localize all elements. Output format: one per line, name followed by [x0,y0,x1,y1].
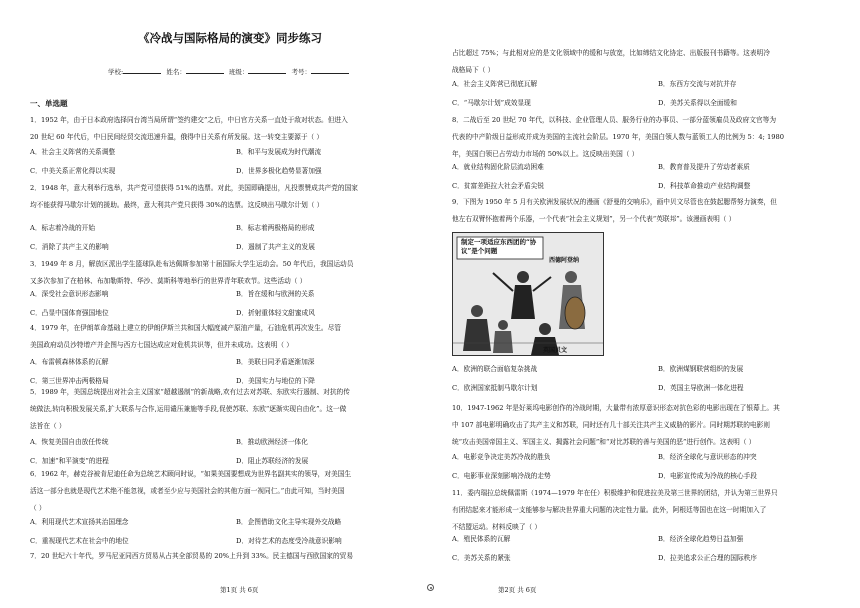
question-stem-line: 20 世纪 60 年代后，中日民间经贸交流迅速升温，俄得中日关系有所发展。这一转变主要源于（ ） [30,133,324,141]
answer-option[interactable]: D．美国实力与地位的下降 [236,376,315,385]
question-stem-line: 活这一部分也就是现代艺术绝不能忽视，或者至少应与美国社会的其他方面一视同仁。”由此可知，当时美国 [30,487,345,495]
answer-option[interactable]: A．恢复美国自由放任传统 [30,438,109,446]
answer-option[interactable]: D．遏制了共产主义的发展 [236,242,315,251]
question-stem-line: 他左右双臂怀抱着两个乐器，一个代表“社会主义规划”，另一个代表“英联邦”。该漫画表明（ ） [452,215,736,223]
answer-option[interactable]: B．欧洲煤钢联营组织的发展 [658,365,744,373]
answer-option[interactable]: C．美苏关系的紧张 [452,553,511,562]
question-stem-line: 美国政府动员沙特增产并企图与西方七国达成应对危机共识等，但并未成功。这表明（ ） [30,341,293,349]
answer-option[interactable]: D．电影宣传成为冷战的核心手段 [658,471,757,480]
answer-option[interactable]: B．教育普及提升了劳动者素质 [658,163,750,171]
answer-option[interactable]: D．对待艺术的态度受冷战意识影响 [236,536,342,545]
answer-option[interactable]: B．经济全球化趋势日益加强 [658,535,744,543]
binding-hole-icon [427,584,434,591]
question-stem-line: 占比超过 75%；与此相对应的是文化领域中的缓和与放宽，比如缔结文化协定、出版报刊书籍等。这表明冷 [452,49,770,57]
page-number-left: 第1页 共 6页 [220,586,259,594]
question-stem-line: 中 107 部电影明确攻击了共产主义和苏联，同时还有几十部关注共产主义威胁的影片。同时期苏联的电影则 [452,421,770,429]
answer-option[interactable]: A．电影竞争决定美苏冷战的胜负 [452,453,551,461]
answer-option[interactable]: D．拉美追求公正合理的国际秩序 [658,553,757,562]
cartoon-label-bevin: 英国贝文 [543,347,568,354]
question-stem-line: 7．20 世纪六十年代，罗马尼亚同西方贸易从占其全部贸易的 20%上升到 33%。民主德国与西欧国家的贸易 [30,552,354,560]
class-label: 班级： [228,68,249,76]
name-blank [186,66,224,74]
school-label: 学校: [108,68,124,76]
cartoon-caption: 制定一项适应东西团的“协议”是个问题 [461,238,537,255]
answer-option[interactable]: A．标志着冷战的开始 [30,224,96,232]
answer-option[interactable]: A．利用现代艺术宣扬其治国理念 [30,518,129,526]
answer-option[interactable]: A．社会主义阵营已彻底瓦解 [452,80,538,88]
answer-option[interactable]: C．重视现代艺术在社会中的地位 [30,536,129,545]
answer-option[interactable]: C．欧洲国家抵制马歇尔计划 [452,383,538,392]
answer-option[interactable]: D．阻止苏联经济的发展 [236,456,309,465]
question-stem-line: 8．二战后至 20 世纪 70 年代，以科技、企业管理人员、服务行业的办事员、一部分蓝领雇员及政府文官等为 [452,116,777,124]
answer-option[interactable]: D．折射重体轻文甜蜜成风 [236,308,315,317]
section-heading: 一、单选题 [30,99,68,108]
answer-option[interactable]: B．企图借助文化主导实现外交战略 [236,518,342,526]
answer-option[interactable]: A．欧洲的联合面临复杂挑战 [452,365,538,373]
answer-option[interactable]: D．世界多极化趋势显著加强 [236,166,322,175]
question-stem-line: 统做法,转向积极发展关系,扩大联系与合作,运用谴压兼施等手段,促使苏联、东欧“逐渐实现自由化”。这一做 [30,405,347,413]
answer-option[interactable]: D．科技革命推动产业结构调整 [658,181,751,190]
question-stem-line: 3．1949 年 8 月，解放区派出学生篮球队赴布达佩斯参加第十届国际大学生运动会。50 年代后，我国运动员 [30,260,354,268]
answer-option[interactable]: A．深受社会意识形态影响 [30,290,109,298]
exam-number-blank [311,66,349,74]
answer-option[interactable]: B．推动欧洲经济一体化 [236,438,308,446]
answer-option[interactable]: A．布雷顿森林体系的瓦解 [30,358,109,366]
exam-number-label: 考号： [291,68,311,76]
answer-option[interactable]: C．加速“和平演变”的进程 [30,456,109,465]
answer-option[interactable]: C．贫富差距拉大社会矛盾尖锐 [452,181,545,190]
question-stem-line: 5．1989 年，美国总统提出对社会主义国家“超越遏制”的新战略,欢有过去对苏联、东欧实行遏制、对抗的传 [30,388,350,396]
answer-option[interactable]: B．旨在缓和与欧洲的关系 [236,290,315,298]
answer-option[interactable]: B．和平与发展成为时代潮流 [236,148,322,156]
answer-option[interactable]: C．中美关系正常化得以实现 [30,166,116,175]
question-stem-line: 均不能获得马歇尔计划的援助。最终，意大利共产党只获得 30%的选票。这反映出马歇尔计划（ ） [30,201,324,209]
question-stem-line: 又多次参加了在柏林、布加勒斯特、华沙、莫斯科等地举行的世界青年联欢节。这些活动（ ） [30,277,307,285]
left-page [30,0,430,608]
answer-option[interactable]: B．经济全球化与意识形态的冲突 [658,453,757,461]
question-stem-line: 9．下图为 1950 年 5 月有关欧洲发展状况的漫画《舒曼的交响乐》，画中贝文尽管也在鼓起腮帮努力演奏，但 [452,198,777,206]
question-stem-line: 年，美国白领已占劳动力市场的 50%以上。这反映出美国（ ） [452,150,639,158]
right-page [452,0,852,608]
page-number-right: 第2页 共 6页 [498,586,537,594]
answer-option[interactable]: B．美联日同矛盾逐渐加深 [236,358,315,366]
question-stem-line: 11．委内瑞拉总统佩雷斯（1974—1979 年在任）积极维护和促进拉美及第三世界的团结，并认为第三世界只 [452,489,778,497]
answer-option[interactable]: C．凸显中国体育强国地位 [30,308,109,317]
answer-option[interactable]: A．殖民体系的瓦解 [452,535,511,543]
question-stem-line: 有团结起来才能形成一支能够参与解决世界重大问题的决定性力量。此外，阿根廷等国也在这一时期加入了 [452,506,767,514]
question-stem-line: （ ） [30,504,46,512]
name-label: 姓名： [166,68,186,76]
question-stem-line: 代表的中产阶级日益形成并成为美国的主流社会阶层。1970 年，美国白领人数与蓝领工人的比例为 5：4; 1980 [452,133,785,141]
answer-option[interactable]: C．“马歇尔计划”成效显现 [452,98,531,107]
answer-option[interactable]: C．电影事业深刻影响冷战的走势 [452,471,551,480]
class-blank [248,66,286,74]
answer-option[interactable]: A．社会主义阵营的关系调整 [30,148,116,156]
question-stem-line: 法旨在（ ） [30,422,66,430]
question-stem-line: 10．1947-1962 年是好莱坞电影创作的冷战时期，大量带有浓厚意识形态对抗色彩的电影出现在了银幕上。其 [452,404,780,412]
answer-option[interactable]: A．就业结构固化阶层流动困难 [452,163,544,171]
question-stem-line: 6．1962 年，赫克谷被肯尼迪任命为总统艺术顾问时说，“如果美国要想成为世界名副其实的领导，对美国生 [30,470,352,478]
school-blank [123,66,161,74]
question-stem-line: 战格局下（ ） [452,66,495,74]
page-title: 《冷战与国际格局的演变》同步练习 [138,31,322,45]
question-stem-line: 不结盟运动。材料反映了（ ） [452,523,542,531]
answer-option[interactable]: B．东西方交流与对抗并存 [658,80,737,88]
answer-option[interactable]: C．第三世界冲击两极格局 [30,376,109,385]
answer-option[interactable]: B．标志着两极格局的形成 [236,224,315,232]
student-info-line [30,66,430,76]
question-stem-line: 统“攻击美国帝国主义、军国主义、揭露社会问题”和“对比苏联的善与美国的恶”进行创作。这表明（ ） [452,438,756,446]
question-stem-line: 2．1948 年，意大利举行选举，共产党可望获得 51%的选票。对此，美国即确提出，凡投票赞成共产党的国家 [30,184,358,192]
question-stem-line: 4．1979 年，在伊朗革命基础上建立的伊朗伊斯兰共和国大幅度减产原油产量，石油危机再次发生。尽管 [30,324,341,332]
answer-option[interactable]: C．消除了共产主义的影响 [30,242,109,251]
cartoon-image [452,232,604,356]
answer-option[interactable]: D．英国主导欧洲一体化进程 [658,383,744,392]
cartoon-label-schuman: 西德阿登纳 [549,257,580,264]
question-stem-line: 1．1952 年，由于日本政府选择同台湾当局所谓“签约建交”之后，中日官方关系一直处于敌对状态。但进入 [30,116,348,124]
answer-option[interactable]: D．美苏关系得以全面缓和 [658,98,737,107]
